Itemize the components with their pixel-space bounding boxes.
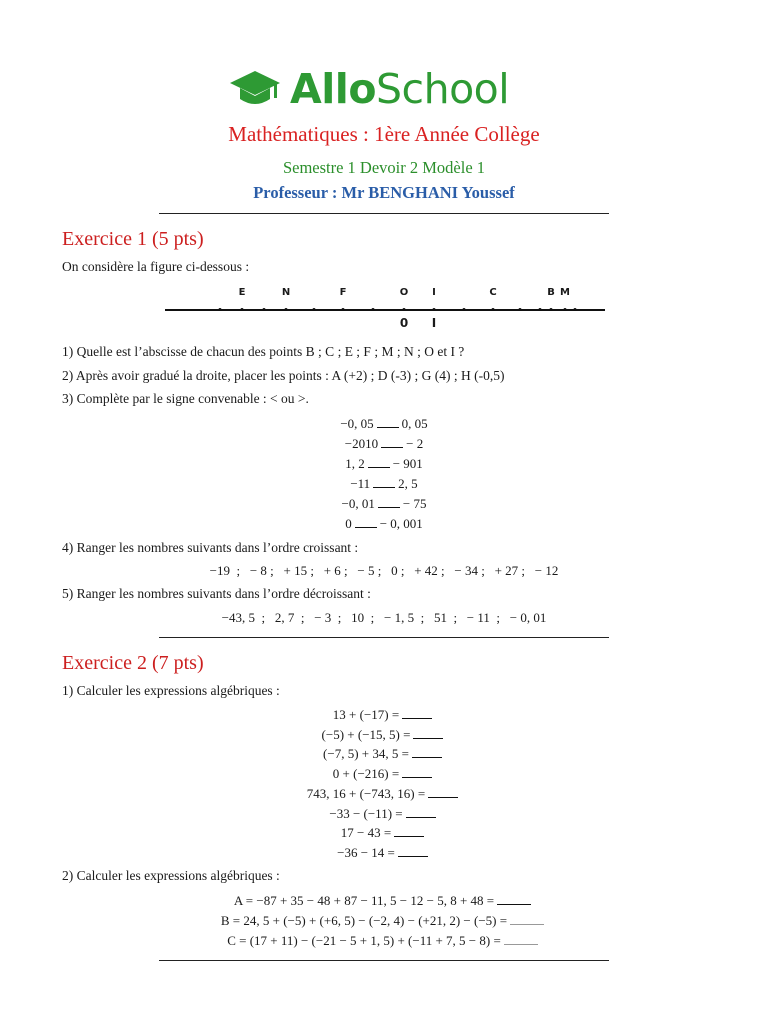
- graduation-cap-icon: [228, 67, 282, 111]
- exercise-2-question-2: 2) Calculer les expressions algébriques :: [62, 868, 280, 883]
- divider: [159, 960, 609, 961]
- compare-row: −0, 01 − 75: [341, 496, 427, 511]
- point-label: M: [560, 287, 570, 298]
- compare-row: 1, 2 − 901: [345, 456, 423, 471]
- question-4: 4) Ranger les nombres suivants dans l’ordre croissant :: [62, 540, 359, 555]
- tick-dot: [564, 308, 567, 311]
- divider: [159, 637, 609, 638]
- numbers-list-5: −43, 5 ; 2, 7 ; − 3 ; 10 ; − 1, 5 ; 51 ; − 11 ; − 0, 01: [221, 610, 547, 625]
- point-label: O: [399, 287, 409, 298]
- point-label: B: [547, 287, 555, 298]
- compare-row: −0, 05 0, 05: [340, 416, 428, 431]
- tick-dot: [313, 308, 316, 311]
- expression-row: (−7, 5) + 34, 5 =: [0, 746, 768, 762]
- brand-name: AlloSchool: [290, 65, 510, 113]
- tick-dot: [241, 308, 244, 311]
- exercise-1-heading: Exercice 1 (5 pts): [62, 228, 204, 250]
- tick-dot: [550, 308, 553, 311]
- point-label: C: [489, 287, 497, 298]
- expression-row: 743, 16 + (−743, 16) =: [0, 786, 768, 802]
- numbers-list-4: −19 ; − 8 ; + 15 ; + 6 ; − 5 ; 0 ; + 42 ; − 34 ; + 27 ; − 12: [209, 563, 559, 578]
- document-title: Mathématiques : 1ère Année Collège: [228, 122, 540, 146]
- exercise-2-question-1: 1) Calculer les expressions algébriques :: [62, 683, 280, 698]
- question-5: 5) Ranger les nombres suivants dans l’ordre décroissant :: [62, 586, 371, 601]
- point-label: E: [238, 287, 246, 298]
- tick-dot: [574, 308, 577, 311]
- tick-dot: [342, 308, 345, 311]
- document-subtitle: Semestre 1 Devoir 2 Modèle 1: [282, 158, 486, 177]
- expression-C: C = (17 + 11) − (−21 − 5 + 1, 5) + (−11 + 7, 5 − 8) =: [0, 933, 768, 949]
- question-1: 1) Quelle est l’abscisse de chacun des points B ; C ; E ; F ; M ; N ; O et I ?: [62, 344, 465, 359]
- alloschool-logo: [228, 64, 509, 114]
- expression-row: 13 + (−17) =: [0, 707, 768, 723]
- expression-row: 17 − 43 =: [0, 825, 768, 841]
- point-label: I: [432, 287, 436, 298]
- point-label: N: [281, 287, 291, 298]
- origin-label: 0: [399, 316, 409, 330]
- question-2: 2) Après avoir gradué la droite, placer les points : A (+2) ; D (-3) ; G (4) ; H (-0,5): [62, 368, 505, 383]
- tick-dot: [285, 308, 288, 311]
- tick-dot: [372, 308, 375, 311]
- expression-B: B = 24, 5 + (−5) + (+6, 5) − (−2, 4) − (+21, 2) − (−5) =: [0, 913, 768, 929]
- tick-dot: [433, 308, 436, 311]
- divider: [159, 213, 609, 214]
- tick-dot: [539, 308, 542, 311]
- tick-dot: [403, 308, 406, 311]
- compare-row: −2010 − 2: [344, 436, 424, 451]
- expression-row: −33 − (−11) =: [0, 806, 768, 822]
- expression-row: −36 − 14 =: [0, 845, 768, 861]
- exercise-2-heading: Exercice 2 (7 pts): [62, 652, 204, 674]
- tick-dot: [519, 308, 522, 311]
- point-label: F: [339, 287, 347, 298]
- expression-row: (−5) + (−15, 5) =: [0, 727, 768, 743]
- compare-row: 0 − 0, 001: [345, 516, 423, 531]
- tick-dot: [492, 308, 495, 311]
- tick-dot: [219, 308, 222, 311]
- unit-label: I: [431, 316, 437, 330]
- expression-row: 0 + (−216) =: [0, 766, 768, 782]
- expression-A: A = −87 + 35 − 48 + 87 − 11, 5 − 12 − 5, 8 + 48 =: [0, 893, 768, 909]
- tick-dot: [463, 308, 466, 311]
- tick-dot: [263, 308, 266, 311]
- exercise-1-intro: On considère la figure ci-dessous :: [62, 259, 250, 274]
- compare-row: −11 2, 5: [350, 476, 418, 491]
- question-3: 3) Complète par le signe convenable : < ou >.: [62, 391, 309, 406]
- teacher-name: Professeur : Mr BENGHANI Youssef: [253, 183, 515, 202]
